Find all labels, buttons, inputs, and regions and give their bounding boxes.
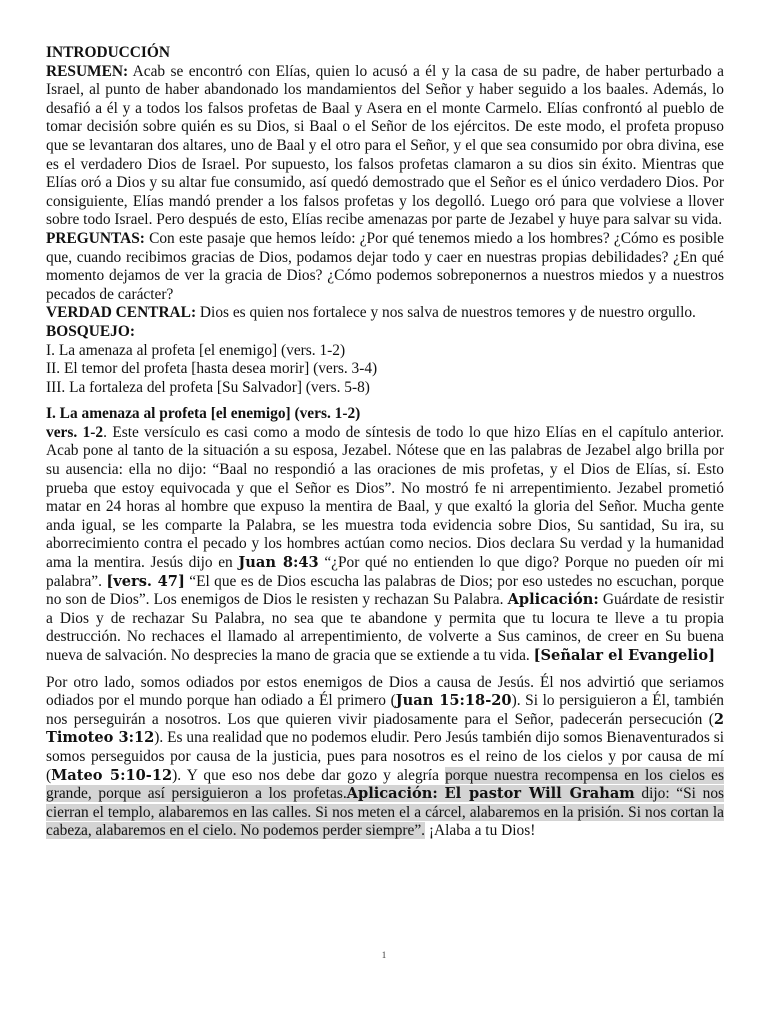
highlighted-quote: dijo: “Si nos cierran el templo, alabaremos en las calles. Si nos meten el a cárcel, alabaremos en la prisión. Si nos cortan la cabeza, alabaremos en el cielo. No podemos perder siempre”. — [46, 785, 724, 840]
aplicacion-label: Aplicación: — [507, 591, 599, 609]
verdad-central-paragraph — [46, 304, 724, 323]
scripture-ref: Juan 8:43 — [238, 554, 319, 572]
document-page — [46, 44, 724, 841]
scripture-ref: Juan 15:18-20 — [395, 692, 512, 710]
page-number: 1 — [381, 950, 387, 960]
bosquejo-item: III. La fortaleza del profeta [Su Salvador] (vers. 5-8) — [46, 378, 370, 396]
aplicacion-label: Aplicación: — [346, 785, 438, 803]
bosquejo-item: I. La amenaza al profeta [el enemigo] (vers. 1-2) — [46, 341, 346, 359]
verse-label: vers. 1-2 — [46, 423, 104, 441]
gospel-cue: [Señalar el Evangelio] — [533, 647, 715, 664]
scripture-ref: [vers. 47] — [106, 572, 185, 590]
preguntas-paragraph — [46, 230, 724, 304]
bosquejo-heading: BOSQUEJO: — [46, 322, 135, 340]
resumen-label: RESUMEN: — [46, 62, 129, 80]
highlighted-text: porque nuestra recompensa en los cielos es grande, porque así persiguieron a los profetas. — [46, 766, 724, 803]
preguntas-label: PREGUNTAS: — [46, 229, 145, 247]
intro-heading: INTRODUCCIÓN — [46, 44, 170, 61]
section1-paragraph-1: vers. 1-2. Este versículo es casi como a modo de síntesis de todo lo que hizo Elías en el capítulo anterior. Acab pone al tanto de la situación a su esposa, Jezabel. Nótese que en las palabras de Jezabel algo brilla por su ausencia: ella no dijo: “Baal no respondió a las oraciones de mis profetas, y el Dios de Elías, sí. Esto prueba que estoy equivocada y que el Señor es Dios”. No mostró fe ni arrepentimiento. Jezabel prometió matar en 24 horas al hombre que expuso la mentira de Baal, y que exaltó la gloria del Señor. Mucha gente anda igual, se les comparte la Palabra, se les muestra toda evidencia sobre Dios, Su santidad, Su ira, su aborrecimiento contra el pecado y los hombres actúan como necios. Dios declara Su verdad y la humanidad ama la mentira. Jesús dijo en Juan 8:43 “¿Por qué no entienden lo que digo? Porque no pueden oír mi palabra”. [vers. 47] “El que es de Dios escucha las palabras de Dios; por eso ustedes no escuchan, porque no son de Dios”. Los enemigos de Dios le resisten y rechazan Su Palabra. Aplicación: Guárdate de resistir a Dios y de rechazar Su Palabra, no sea que te abandone y permita que tu locura te lleve a tu propia destrucción. No rechaces el llamado al arrepentimiento, de volverte a Sus caminos, de creer en Su buena nueva de salvación. No desprecies la mano de gracia que se extiende a tu vida. [Señalar el Evangelio] — [46, 423, 724, 664]
scripture-ref: 2 Timoteo 3:12 — [46, 710, 724, 747]
preguntas-text: Con este pasaje que hemos leído: ¿Por qué tenemos miedo a los hombres? ¿Cómo es posible que, cuando recibimos gracias de Dios, podamos dejar todo y caer en nuestras propias debilidades? ¿En qué momento dejamos de ver la gracia de Dios? ¿Cómo podemos sobreponernos a nuestros miedos y a nuestros pecados de carácter? — [46, 229, 724, 303]
verdad-central-text: Dios es quien nos fortalece y nos salva de nuestros temores y de nuestro orgullo. — [196, 304, 696, 322]
verdad-central-label: VERDAD CENTRAL: — [46, 304, 197, 322]
section1-paragraph-2: Por otro lado, somos odiados por estos enemigos de Dios a causa de Jesús. Él nos advirtió que seriamos odiados por el mundo porque han odiado a Él primero (Juan 15:18-20). Si lo persiguieron a Él, también nos perseguirán a nosotros. Los que quieren vivir piadosamente para el Señor, padecerán persecución (2 Timoteo 3:12). Es una realidad que no podemos eludir. Pero Jesús también dijo somos Bienaventurados si somos perseguidos por causa de la justicia, pues para nosotros es el reino de los cielos y por causa de mí (Mateo 5:10-12). Y que eso nos debe dar gozo y alegría porque nuestra recompensa en los cielos es grande, porque así persiguieron a los profetas.Aplicación: El pastor Will Graham dijo: “Si nos cierran el templo, alabaremos en las calles. Si nos meten el a cárcel, alabaremos en la prisión. Si nos cortan la cabeza, alabaremos en el cielo. No podemos perder siempre”. ¡Alaba a tu Dios! — [46, 673, 724, 840]
section1-heading: I. La amenaza al profeta [el enemigo] (vers. 1-2) — [46, 405, 361, 423]
resumen-paragraph — [46, 63, 724, 230]
pastor-name: El pastor Will Graham — [444, 785, 635, 803]
resumen-text: Acab se encontró con Elías, quien lo acusó a él y la casa de su padre, de haber perturbado a Israel, al punto de haber abandonado los mandamientos del Señor y haber seguido a los baales. Además, lo desafió a él y a todos los falsos profetas de Baal y Asera en el monte Carmelo. Elías confrontó al pueblo de tomar decisión sobre quién es su Dios, si Baal o el Señor de los ejércitos. De este modo, el profeta propuso que se levantaran dos altares, uno de Baal y el otro para el Señor, y el que sea consumido por obra divina, ese es el verdadero Dios de Israel. Por supuesto, los falsos profetas clamaron a su dios sin éxito. Mientras que Elías oró a Dios y su altar fue consumido, así quedó demostrado que el Señor es el único verdadero Dios. Por consiguiente, Elías mandó prender a los falsos profetas y los degolló. Luego oró para que volviese a llover sobre todo Israel. Pero después de esto, Elías recibe amenazas por parte de Jezabel y huye para salvar su vida. — [46, 62, 724, 229]
scripture-ref: Mateo 5:10-12 — [51, 766, 173, 784]
bosquejo-item: II. El temor del profeta [hasta desea morir] (vers. 3-4) — [46, 360, 378, 378]
